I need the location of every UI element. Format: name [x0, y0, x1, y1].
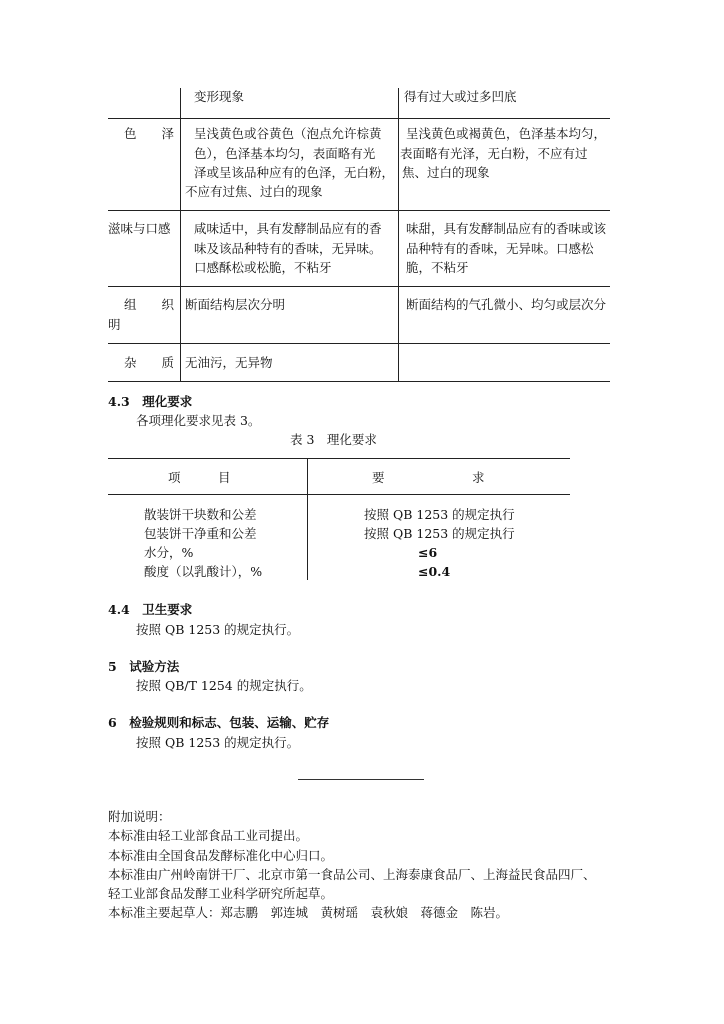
- table2-col-divider-left: [180, 88, 181, 382]
- table3-row3-item: 水分，%: [144, 545, 194, 560]
- table2-taste-col2-line1: 咸味适中，具有发酵制品应有的香: [194, 221, 382, 236]
- table3-header-req: 要 求: [372, 470, 485, 485]
- end-rule: [298, 779, 424, 780]
- table3-row1-item: 散装饼干块数和公差: [144, 507, 257, 522]
- table2-texture-col2: 断面结构层次分明: [185, 297, 286, 312]
- section-4-4-body: 按照 QB 1253 的规定执行。: [136, 622, 300, 637]
- table3-caption: 表 3 理化要求: [290, 432, 377, 447]
- notes-line-5: 本标准主要起草人：郑志鹏 郭连城 黄树瑶 袁秋娘 蒋德金 陈岩。: [108, 905, 509, 920]
- table2-rule: [108, 286, 610, 287]
- section-4-4-heading: 4.4 卫生要求: [108, 602, 193, 617]
- table2-taste-label: 滋味与口感: [108, 221, 171, 236]
- table2-color-col3-line2: 表面略有光泽，无白粉，不应有过: [400, 146, 588, 161]
- table2-taste-col3-line2: 品种特有的香味，无异味。口感松: [406, 241, 594, 256]
- table2-impurity-col2: 无油污，无异物: [185, 355, 273, 370]
- section-5-heading: 5 试验方法: [108, 659, 180, 674]
- table2-row0-col2: 变形现象: [194, 89, 245, 104]
- section-4-3-body: 各项理化要求见表 3。: [136, 413, 261, 428]
- table2-taste-col3-line1: 味甜，具有发酵制品应有的香味或该: [406, 221, 607, 236]
- table3-row2-req: 按照 QB 1253 的规定执行: [364, 526, 515, 541]
- table2-color-col3-line1: 呈浅黄色或褐黄色，色泽基本均匀，: [406, 126, 607, 141]
- table2-rule: [108, 343, 610, 344]
- table2-rule: [108, 210, 610, 211]
- table2-color-col2-line1: 呈浅黄色或谷黄色（泡点允许棕黄: [194, 126, 382, 141]
- table3-row4-item: 酸度（以乳酸计），%: [144, 564, 263, 579]
- table3-row3-req: ≤6: [418, 545, 438, 560]
- table2-color-label: 色 泽: [124, 126, 175, 141]
- table3-header-rule: [108, 494, 570, 495]
- table2-taste-col2-line3: 口感酥松或松脆，不粘牙: [194, 260, 332, 275]
- table2-bottom-rule: [108, 381, 610, 382]
- notes-line-1: 本标准由轻工业部食品工业司提出。: [108, 828, 309, 843]
- table2-row0-col3: 得有过大或过多凹底: [404, 89, 517, 104]
- table3-row4-req: ≤0.4: [418, 564, 451, 579]
- notes-line-4: 轻工业部食品发酵工业科学研究所起草。: [108, 886, 334, 901]
- table2-texture-label-wrap: 明: [108, 317, 121, 332]
- notes-title: 附加说明：: [108, 809, 171, 824]
- table3-row1-req: 按照 QB 1253 的规定执行: [364, 507, 515, 522]
- table2-col-divider-right: [398, 88, 399, 382]
- notes-line-3: 本标准由广州岭南饼干厂、北京市第一食品公司、上海泰康食品厂、上海益民食品四厂、: [108, 867, 596, 882]
- table2-impurity-label: 杂 质: [124, 355, 175, 370]
- table2-color-col2-line2: 色），色泽基本均匀，表面略有光: [194, 146, 376, 161]
- section-5-body: 按照 QB/T 1254 的规定执行。: [136, 678, 312, 693]
- table2-color-col2-line4: 不应有过焦、过白的现象: [185, 184, 323, 199]
- table2-rule: [108, 118, 610, 119]
- table2-texture-col3: 断面结构的气孔微小、均匀或层次分: [406, 297, 607, 312]
- table2-taste-col2-line2: 味及该品种特有的香味，无异味。: [194, 241, 382, 256]
- table2-color-col2-line3: 泽或呈该品种应有的色泽，无白粉，: [194, 165, 395, 180]
- table3-header-item: 项 目: [168, 470, 231, 485]
- table2-texture-label: 组 织: [124, 297, 175, 312]
- section-4-3-heading: 4.3 理化要求: [108, 394, 193, 409]
- table3-col-divider: [307, 458, 308, 580]
- table2-color-col3-line3: 焦、过白的现象: [402, 165, 490, 180]
- section-6-heading: 6 检验规则和标志、包装、运输、贮存: [108, 715, 330, 730]
- notes-line-2: 本标准由全国食品发酵标准化中心归口。: [108, 848, 334, 863]
- section-6-body: 按照 QB 1253 的规定执行。: [136, 735, 300, 750]
- table3-row2-item: 包装饼干净重和公差: [144, 526, 257, 541]
- table2-taste-col3-line3: 脆，不粘牙: [406, 260, 469, 275]
- table3-top-rule: [108, 458, 570, 459]
